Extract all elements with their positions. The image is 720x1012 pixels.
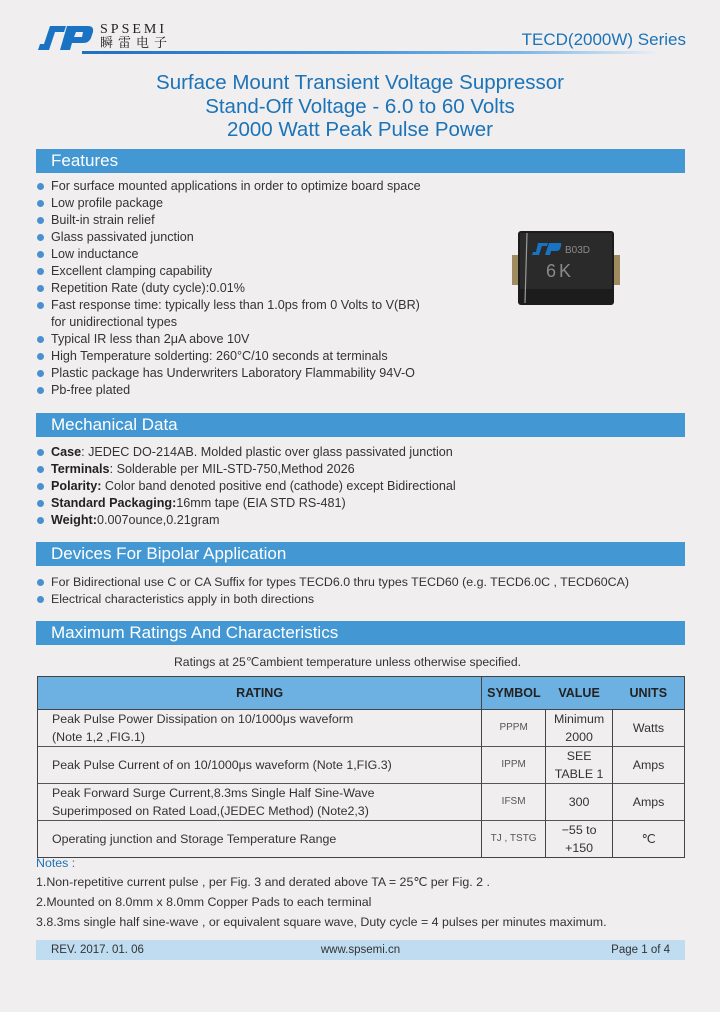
list-item: Glass passivated junction bbox=[36, 229, 421, 246]
ratings-table bbox=[37, 676, 685, 858]
chip-marking-2: 6K bbox=[546, 261, 575, 281]
header-divider-fade bbox=[326, 51, 656, 54]
notes-title: Notes : bbox=[36, 856, 76, 870]
ratings-heading: Maximum Ratings And Characteristics bbox=[36, 621, 685, 645]
header-divider bbox=[82, 51, 326, 54]
item-label: Case bbox=[51, 445, 82, 459]
title-line-1: Surface Mount Transient Voltage Suppressor bbox=[156, 71, 564, 94]
title-line-2: Stand-Off Voltage - 6.0 to 60 Volts bbox=[205, 94, 515, 118]
col-header-units: UNITS bbox=[613, 677, 685, 710]
note-item: 2.Mounted on 8.0mm x 8.0mm Copper Pads to each terminal bbox=[36, 895, 372, 909]
series-label: TECD(2000W) Series bbox=[521, 30, 686, 49]
list-item bbox=[36, 478, 456, 495]
list-item: Repetition Rate (duty cycle):0.01% bbox=[36, 280, 421, 297]
bipolar-list bbox=[36, 574, 629, 608]
list-item: Excellent clamping capability bbox=[36, 263, 421, 280]
list-item bbox=[36, 512, 456, 529]
units-cell: Amps bbox=[613, 747, 685, 784]
features-list bbox=[36, 178, 421, 399]
table-row bbox=[38, 710, 685, 747]
note-item: 3.8.3ms single half sine-wave , or equivalent square wave, Duty cycle = 4 pulses per minutes maximum. bbox=[36, 915, 607, 929]
title-line-3: 2000 Watt Peak Pulse Power bbox=[227, 118, 493, 141]
item-label: Terminals bbox=[51, 462, 110, 476]
symbol-cell: PPPM bbox=[482, 710, 546, 747]
value-cell: −55 to +150 bbox=[546, 821, 613, 858]
list-item: Low profile package bbox=[36, 195, 421, 212]
list-item: Low inductance bbox=[36, 246, 421, 263]
list-item: For Bidirectional use C or CA Suffix for types TECD6.0 thru types TECD60 (e.g. TECD6.0C , TECD60CA) bbox=[36, 574, 629, 591]
document-title bbox=[0, 71, 720, 142]
item-text: Solderable per MIL-STD-750,Method 2026 bbox=[116, 462, 355, 476]
notes-section bbox=[36, 855, 607, 932]
value-cell: SEE TABLE 1 bbox=[546, 747, 613, 784]
table-row bbox=[38, 784, 685, 821]
item-text: Color band denoted positive end (cathode) except Bidirectional bbox=[104, 479, 456, 493]
col-header-rating: RATING bbox=[38, 677, 482, 710]
list-item: Plastic package has Underwriters Laboratory Flammability 94V-O bbox=[36, 365, 421, 382]
item-label: Weight: bbox=[51, 513, 97, 527]
list-item bbox=[36, 495, 456, 512]
sp-logo-icon bbox=[36, 24, 96, 52]
col-header-value: VALUE bbox=[546, 677, 613, 710]
list-item: For surface mounted applications in order to optimize board space bbox=[36, 178, 421, 195]
item-text: 0.007ounce,0.21gram bbox=[96, 513, 220, 527]
component-photo bbox=[510, 225, 622, 307]
symbol-cell: TJ , TSTG bbox=[482, 821, 546, 858]
website-link[interactable]: www.spsemi.cn bbox=[320, 944, 401, 956]
chip-marking-1: B03D bbox=[565, 245, 591, 256]
item-text: JEDEC DO-214AB. Molded plastic over glass passivated junction bbox=[88, 445, 453, 459]
brand-name-en: SPSEMI bbox=[100, 22, 168, 37]
bipolar-heading: Devices For Bipolar Application bbox=[36, 542, 685, 566]
revision-date: REV. 2017. 01. 06 bbox=[51, 944, 144, 956]
list-item: Typical IR less than 2μA above 10V bbox=[36, 331, 421, 348]
rating-cell: Peak Pulse Power Dissipation on 10/1000μs waveform (Note 1,2 ,FIG.1) bbox=[38, 710, 482, 747]
symbol-cell: IFSM bbox=[482, 784, 546, 821]
list-item-continuation: for unidirectional types bbox=[51, 315, 178, 329]
ratings-condition-note: Ratings at 25℃ambient temperature unless otherwise specified. bbox=[174, 655, 521, 669]
note-item: 1.Non-repetitive current pulse , per Fig. 3 and derated above TA = 25℃ per Fig. 2 . bbox=[36, 875, 490, 889]
list-item: Case: JEDEC DO-214AB. Molded plastic over glass passivated junction bbox=[36, 444, 456, 461]
features-heading: Features bbox=[36, 149, 685, 173]
table-row bbox=[38, 821, 685, 858]
list-item: Built-in strain relief bbox=[36, 212, 421, 229]
table-row bbox=[38, 747, 685, 784]
page-number: Page 1 of 4 bbox=[611, 944, 670, 956]
table-header-row bbox=[38, 677, 685, 710]
page-header bbox=[0, 0, 720, 60]
page-footer bbox=[36, 940, 685, 960]
list-item: Fast response time: typically less than 1.0ps from 0 Volts to V(BR) bbox=[36, 297, 421, 314]
value-cell: 300 bbox=[546, 784, 613, 821]
list-item: Pb-free plated bbox=[36, 382, 421, 399]
rating-cell: Peak Forward Surge Current,8.3ms Single Half Sine-Wave Superimposed on Rated Load,(JEDEC Method) (Note2,3) bbox=[38, 784, 482, 821]
mechanical-heading: Mechanical Data bbox=[36, 413, 685, 437]
col-header-symbol: SYMBOL bbox=[482, 677, 546, 710]
symbol-cell: IPPM bbox=[482, 747, 546, 784]
units-cell: Watts bbox=[613, 710, 685, 747]
item-label: Standard Packaging: bbox=[51, 496, 177, 510]
units-cell: ℃ bbox=[613, 821, 685, 858]
rating-cell: Peak Pulse Current of on 10/1000μs waveform (Note 1,FIG.3) bbox=[38, 747, 482, 784]
list-item: Electrical characteristics apply in both directions bbox=[36, 591, 629, 608]
mechanical-list bbox=[36, 444, 456, 529]
rating-cell: Operating junction and Storage Temperature Range bbox=[38, 821, 482, 858]
item-label: Polarity: bbox=[51, 479, 102, 493]
units-cell: Amps bbox=[613, 784, 685, 821]
list-item: High Temperature solderting: 260°C/10 seconds at terminals bbox=[36, 348, 421, 365]
item-text: 16mm tape (EIA STD RS-481) bbox=[176, 496, 346, 510]
list-item: Terminals: Solderable per MIL-STD-750,Method 2026 bbox=[36, 461, 456, 478]
brand-name-cn: 瞬雷电子 bbox=[100, 35, 173, 50]
value-cell: Minimum 2000 bbox=[546, 710, 613, 747]
